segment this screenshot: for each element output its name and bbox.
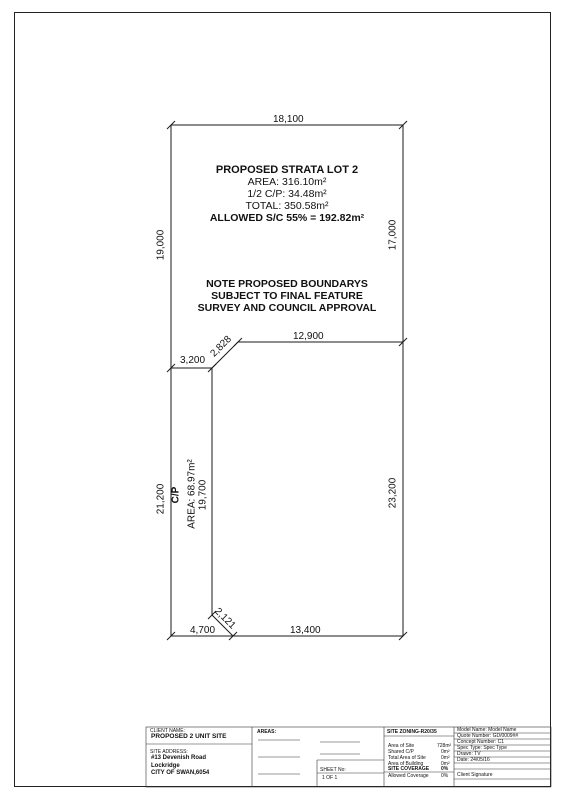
allowed-coverage-value: 0% xyxy=(441,773,449,779)
cp-area: AREA: 68.97m² xyxy=(186,459,198,529)
area-building-label: Area of Building xyxy=(388,761,424,767)
allowed-coverage-label: Allowed Coverage xyxy=(388,773,429,779)
boundary-note xyxy=(171,278,403,314)
sheet-no-label: SHEET No: xyxy=(320,767,346,773)
cp-label: C/P xyxy=(170,486,182,504)
shared-cp-value: 0m² xyxy=(441,749,450,755)
site-coverage-label: SITE COVERAGE xyxy=(388,766,430,772)
note-line-1: NOTE PROPOSED BOUNDARYS xyxy=(206,278,368,290)
area-of-site-label: Area of Site xyxy=(388,743,415,749)
spec-type: Spec Type: Spec Type xyxy=(457,745,507,751)
dim-step-diagonal: 2,828 xyxy=(208,333,234,360)
area-of-site-value: 728m² xyxy=(437,743,452,749)
dim-cp-inner: 19,700 xyxy=(197,479,209,511)
site-address-label: SITE ADDRESS: xyxy=(150,749,188,755)
site-address xyxy=(151,755,209,778)
dim-bottom-left: 4,700 xyxy=(190,625,216,636)
concept-number: Concept Number: C1 xyxy=(457,739,504,745)
site-coverage-value: 0% xyxy=(441,766,449,772)
drawn-by: Drawn: TV xyxy=(457,751,481,757)
lot-allowed-sc: ALLOWED S/C 55% = 192.82m² xyxy=(209,212,365,224)
total-area-label: Total Area of Site xyxy=(388,755,426,761)
dim-left-upper: 19,000 xyxy=(155,229,167,261)
address-line-2: Lockridge xyxy=(151,762,180,769)
client-name-label: CLIENT NAME: xyxy=(150,728,185,734)
lot-title: PROPOSED STRATA LOT 2 xyxy=(215,164,359,176)
lot-half-cp: 1/2 C/P: 34.48m² xyxy=(247,188,327,200)
address-line-1: #13 Devenish Road xyxy=(151,755,207,761)
quote-number: Quote Number: GD/0009## xyxy=(457,733,519,739)
site-zoning: SITE ZONING-R20/35 xyxy=(387,729,437,735)
lot-summary xyxy=(171,164,403,224)
model-name: Model Name: Model Name xyxy=(457,727,517,733)
area-building-value: 0m² xyxy=(441,761,450,767)
dim-bottom-diagonal: 2,121 xyxy=(212,605,238,632)
dim-left-lower: 21,200 xyxy=(155,483,167,515)
note-line-2: SUBJECT TO FINAL FEATURE xyxy=(211,290,363,302)
drawing-date: Date: 24/05/16 xyxy=(457,757,490,763)
areas-label: AREAS: xyxy=(257,729,277,735)
lot-total: TOTAL: 350.58m² xyxy=(245,200,329,212)
address-line-3: CITY OF SWAN,6054 xyxy=(151,770,210,776)
sheet-no: 1 OF 1 xyxy=(322,775,338,781)
shared-cp-label: Shared C/P xyxy=(388,749,414,755)
dim-top: 18,100 xyxy=(273,114,304,125)
dim-cp-top: 3,200 xyxy=(180,355,206,366)
client-signature: Client Signature xyxy=(457,772,493,778)
dim-bottom-right: 13,400 xyxy=(290,625,321,636)
note-line-3: SURVEY AND COUNCIL APPROVAL xyxy=(197,302,377,314)
total-area-value: 0m² xyxy=(441,755,450,761)
dim-step-horizontal: 12,900 xyxy=(293,331,324,342)
dim-right-lower: 23,200 xyxy=(387,477,399,509)
client-name: PROPOSED 2 UNIT SITE xyxy=(151,733,227,740)
dim-right-upper: 17,000 xyxy=(387,219,399,251)
lot-area: AREA: 316.10m² xyxy=(247,176,327,188)
